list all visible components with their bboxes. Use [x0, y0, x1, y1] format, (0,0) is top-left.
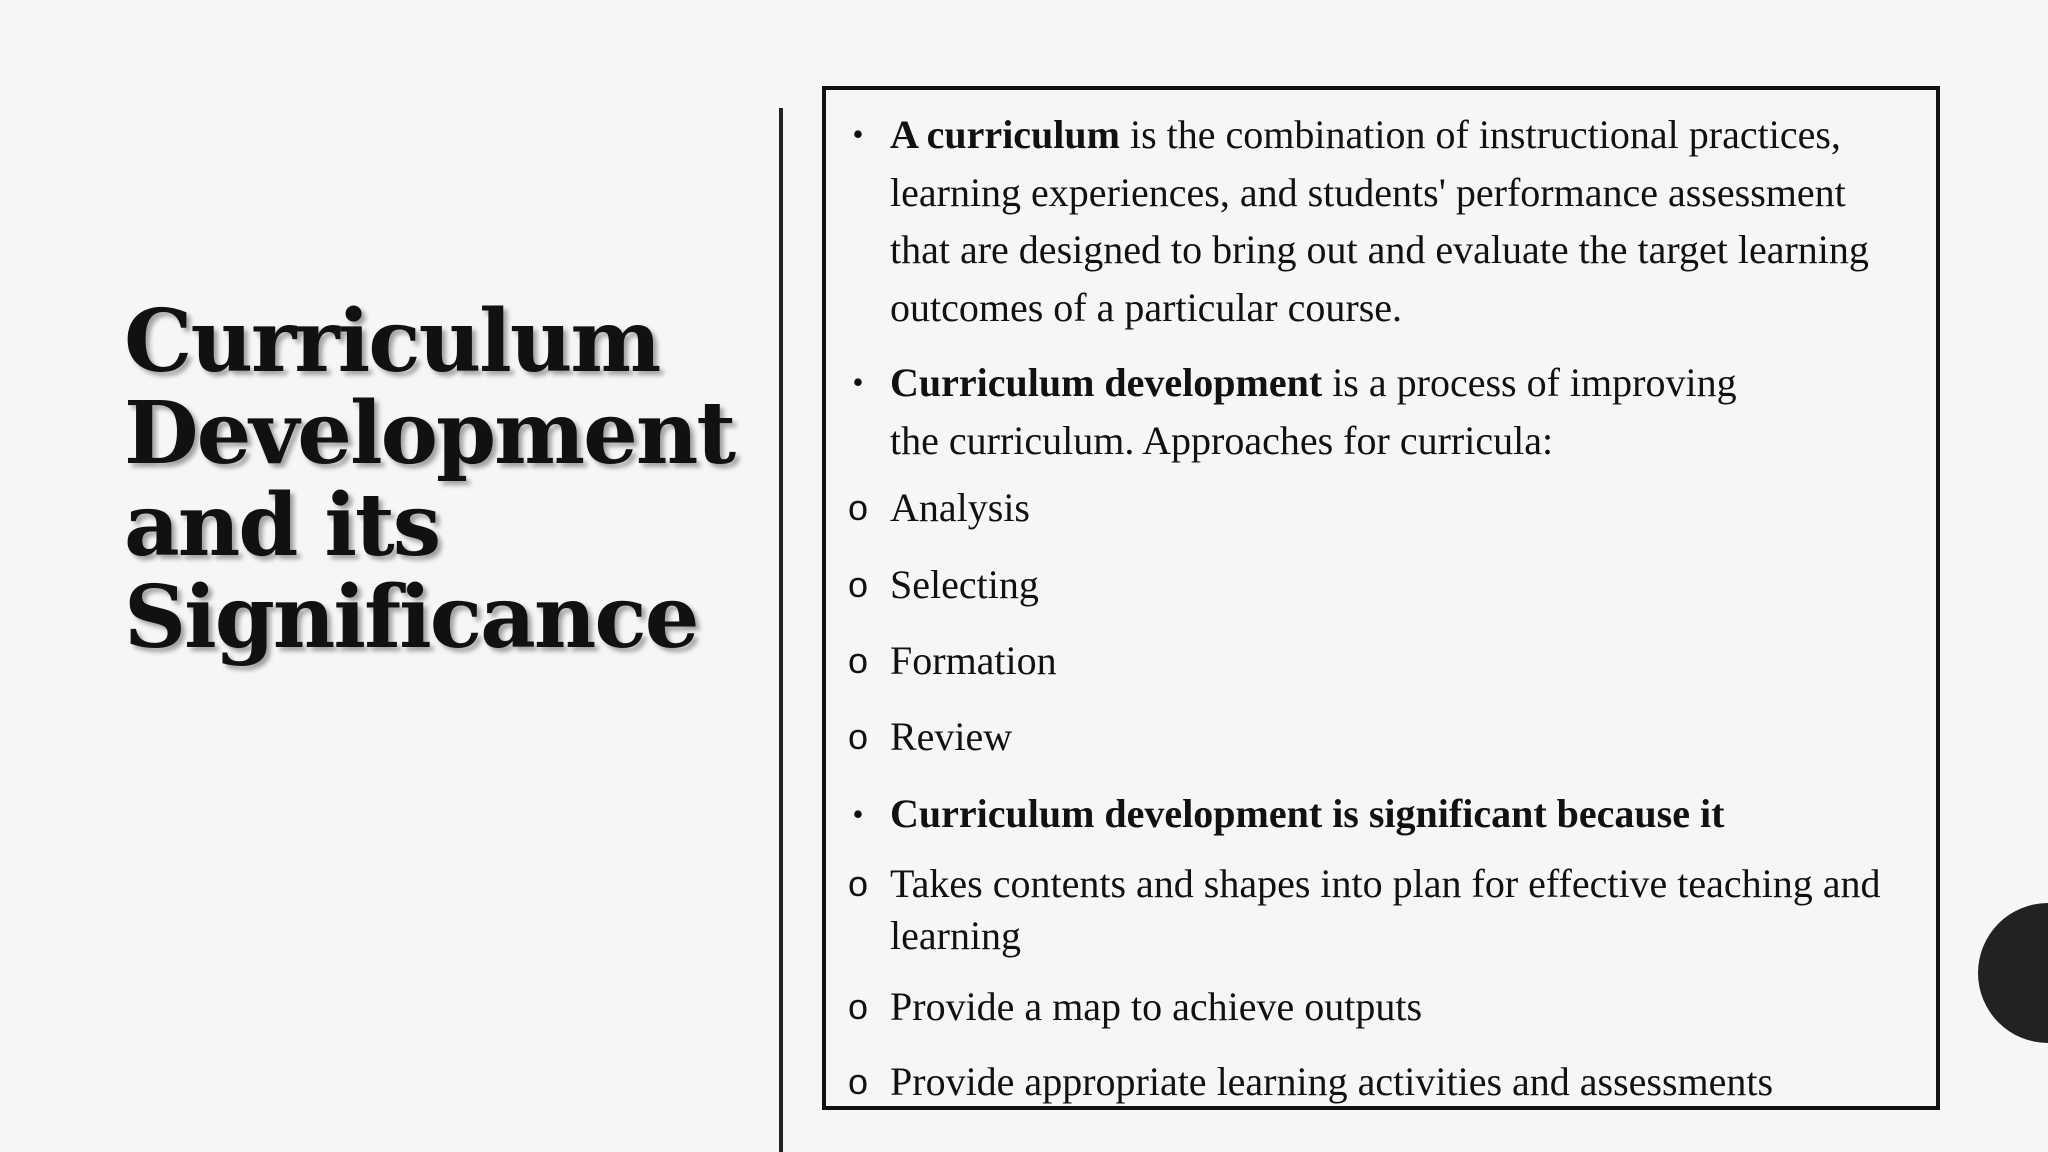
sub-item-text: Analysis — [890, 485, 1030, 530]
sub-item-text: Selecting — [890, 562, 1039, 607]
significance-heading: Curriculum development is significant because it — [890, 791, 1725, 836]
sub-bullet-marker: o — [847, 863, 869, 904]
title-line-2: Development — [124, 383, 735, 484]
term-curriculum: A curriculum — [890, 112, 1120, 157]
sub-bullet-marker: o — [847, 564, 869, 605]
definition-text-line-2: the curriculum. Approaches for curricula: — [890, 417, 1554, 463]
sub-bullet-marker: o — [847, 1061, 869, 1102]
bullet-marker: • — [852, 116, 864, 152]
sub-bullet-marker: o — [847, 986, 869, 1027]
bullet-marker: • — [852, 364, 864, 400]
sub-bullet-marker: o — [847, 640, 869, 681]
title-line-4: Significance — [124, 567, 698, 668]
title-line-1: Curriculum — [124, 291, 660, 392]
term-curriculum-development: Curriculum development — [890, 360, 1323, 405]
sub-item-text: Provide appropriate learning activities and assessments — [890, 1059, 1774, 1104]
decorative-circle — [1978, 903, 2048, 1043]
bullet-text — [890, 106, 1908, 336]
bullet-marker: • — [852, 796, 864, 832]
title-line-3: and its — [124, 475, 440, 576]
sub-item-text: Formation — [890, 638, 1057, 683]
vertical-divider — [779, 108, 783, 1152]
sub-item-text: Provide a map to achieve outputs — [890, 984, 1423, 1029]
sub-item-text: Takes contents and shapes into plan for effective teaching and learning — [890, 861, 1881, 958]
slide-title — [124, 291, 735, 668]
bullet-text — [890, 788, 1908, 840]
sub-item-text: Review — [890, 714, 1013, 759]
sub-bullet-marker: o — [847, 716, 869, 757]
definition-text-line-1: is a process of improving — [1322, 360, 1737, 405]
content-box — [822, 86, 1940, 1110]
sub-bullet-marker: o — [847, 487, 869, 528]
definition-text: is the combination of instructional practices, learning experiences, and students' performance assessment that are designed to bring out and evaluate the target learning outcomes of a particular course. — [890, 112, 1869, 330]
bullet-text — [890, 354, 1908, 469]
